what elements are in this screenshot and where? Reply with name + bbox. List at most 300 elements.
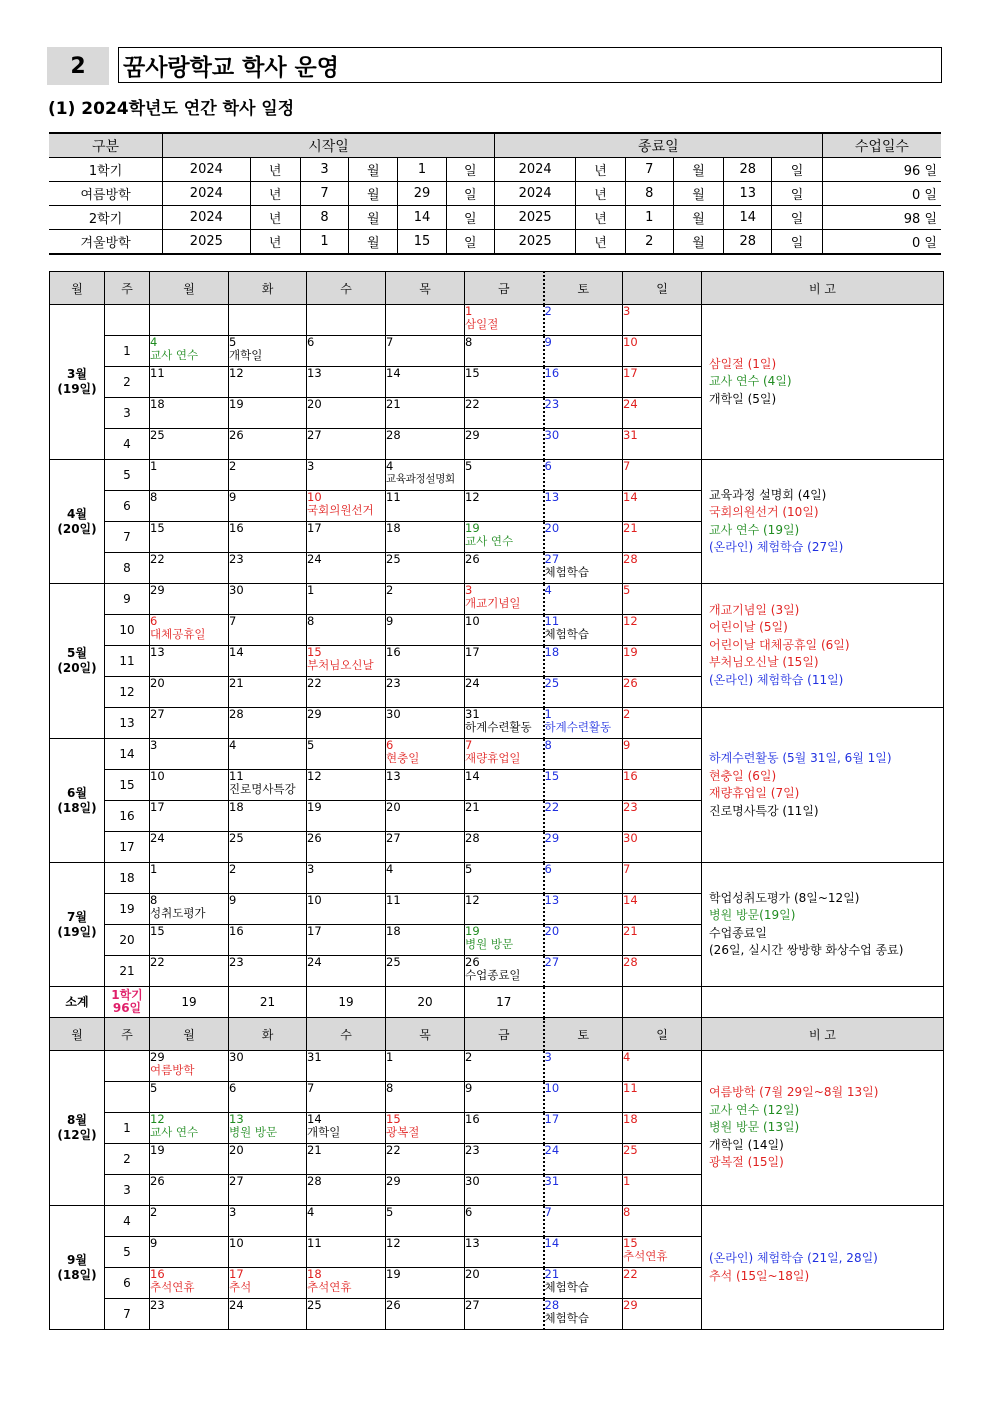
day-number: 11: [229, 769, 244, 783]
day-number: 10: [544, 1081, 560, 1095]
day-number: 24: [623, 397, 638, 411]
day-cell: [307, 336, 386, 367]
day-cell: [623, 398, 702, 429]
period-name: 2학기: [49, 206, 163, 230]
day-number: 4: [229, 738, 237, 752]
day-number: 22: [386, 1143, 401, 1157]
day-cell: [229, 708, 307, 739]
day-cell: [229, 677, 307, 708]
day-cell: [623, 925, 702, 956]
day-cell: [150, 770, 229, 801]
day-number: 5: [465, 862, 473, 876]
end-month: 7: [625, 158, 673, 182]
day-number: 1: [307, 583, 315, 597]
start-year: 2025: [163, 230, 250, 255]
day-cell: [229, 398, 307, 429]
week-number: 20: [105, 925, 150, 956]
day-cell: [229, 522, 307, 553]
day-cell: [544, 1268, 623, 1299]
day-number: 16: [544, 366, 560, 380]
day-number: 19: [465, 924, 480, 938]
day-cell: [544, 584, 623, 615]
day-cell: [386, 615, 465, 646]
class-days: 0 일: [822, 230, 941, 255]
day-cell: [544, 429, 623, 460]
day-number: 29: [623, 1298, 638, 1312]
day-number: 21: [386, 397, 401, 411]
day-cell: [150, 491, 229, 522]
event-label: 하계수련활동: [465, 720, 532, 734]
calendar-header-cell: 일: [623, 272, 702, 305]
week-number: 1: [105, 1113, 150, 1144]
day-number: 19: [386, 1267, 401, 1281]
day-cell: [229, 832, 307, 863]
day-number: 15: [150, 924, 165, 938]
day-number: 19: [150, 1143, 165, 1157]
day-cell: [307, 1206, 386, 1237]
day-number: 2: [229, 459, 237, 473]
day-cell: [307, 894, 386, 925]
day-number: 30: [386, 707, 401, 721]
note-line: 교사 연수 (12일): [709, 1102, 800, 1117]
event-label: 추석연휴: [307, 1280, 352, 1294]
note-line: 병원 방문(19일): [709, 908, 796, 922]
event-label: 체험학습: [544, 627, 589, 641]
day-cell: [623, 1299, 702, 1330]
day-cell: [465, 1175, 544, 1206]
day-number: 4: [386, 862, 394, 876]
day-number: 11: [150, 366, 165, 380]
week-number: 4: [105, 429, 150, 460]
note-line: 개학일 (5일): [709, 391, 777, 406]
day-cell: [229, 367, 307, 398]
day-cell: [386, 832, 465, 863]
day-number: 8: [307, 614, 315, 628]
day-number: 1: [150, 459, 158, 473]
end-day: 14: [724, 206, 772, 230]
day-cell: [465, 398, 544, 429]
subtotal-sat: [544, 987, 623, 1018]
month-label: 4월 (20일): [50, 460, 105, 584]
note-line: (온라인) 체험학습 (21일, 28일): [709, 1251, 878, 1265]
event-label: 교사 연수: [465, 534, 514, 548]
day-number: 24: [229, 1298, 244, 1312]
day-cell: [150, 739, 229, 770]
day-cell: [307, 367, 386, 398]
day-cell: [150, 1237, 229, 1268]
day-number: 27: [465, 1298, 480, 1312]
end-year: 2025: [494, 230, 575, 255]
note-line: 개학일 (14일): [709, 1137, 784, 1152]
day-number: 25: [307, 1298, 322, 1312]
day-cell: [150, 708, 229, 739]
calendar-row: [50, 863, 944, 894]
day-number: 24: [307, 955, 322, 969]
week-number: 2: [105, 1144, 150, 1175]
day-number: 18: [150, 397, 165, 411]
calendar-header-cell: 목: [386, 1018, 465, 1051]
day-number: 19: [307, 800, 322, 814]
calendar-row: [50, 1051, 944, 1082]
start-year: 2024: [163, 158, 250, 182]
day-number: 18: [623, 1112, 638, 1126]
day-number: 5: [150, 1081, 158, 1095]
day-number: 18: [229, 800, 244, 814]
week-number: 6: [105, 1268, 150, 1299]
calendar-header-cell: 수: [307, 272, 386, 305]
day-number: 12: [307, 769, 322, 783]
day-cell: [386, 1268, 465, 1299]
day-number: 15: [386, 1112, 401, 1126]
note-line: 하계수련활동 (5월 31일, 6월 1일): [709, 751, 892, 765]
day-number: 9: [623, 738, 631, 752]
day-cell: [544, 1175, 623, 1206]
event-label: 교육과정설명회: [386, 473, 455, 485]
summary-row: [49, 230, 941, 255]
start-day: 14: [398, 206, 446, 230]
day-number: 23: [150, 1298, 165, 1312]
day-cell: [307, 801, 386, 832]
day-cell: [544, 553, 623, 584]
calendar-header-cell: 일: [623, 1018, 702, 1051]
day-cell: [465, 1299, 544, 1330]
day-cell: [150, 832, 229, 863]
day-number: 9: [150, 1236, 158, 1250]
month-unit: 월: [673, 206, 723, 230]
week-number: 16: [105, 801, 150, 832]
day-number: 29: [150, 1050, 165, 1064]
day-number: 14: [229, 645, 244, 659]
day-cell: [386, 584, 465, 615]
day-number: 5: [229, 335, 237, 349]
day-cell: [229, 1268, 307, 1299]
day-cell: [623, 1051, 702, 1082]
day-cell: [544, 801, 623, 832]
day-cell: [307, 398, 386, 429]
day-cell: [150, 646, 229, 677]
day-unit: 일: [772, 158, 822, 182]
day-number: 15: [307, 645, 322, 659]
period-name: 겨울방학: [49, 230, 163, 255]
day-cell: [544, 305, 623, 336]
day-cell: [150, 1175, 229, 1206]
note-line: 개교기념일 (3일): [709, 602, 800, 617]
header-end-date: 종료일: [494, 133, 822, 158]
day-number: 3: [307, 459, 315, 473]
day-cell: [307, 429, 386, 460]
subtotal-mon: 19: [150, 987, 229, 1018]
calendar-header-cell: 비 고: [702, 272, 944, 305]
day-cell: [623, 522, 702, 553]
day-cell: [544, 956, 623, 987]
day-cell: [544, 336, 623, 367]
day-cell: [465, 894, 544, 925]
week-number: 13: [105, 708, 150, 739]
day-cell: [229, 584, 307, 615]
day-number: 11: [386, 893, 401, 907]
week-number: [105, 1051, 150, 1082]
subtotal-wed: 19: [307, 987, 386, 1018]
notes-cell: [702, 305, 944, 460]
end-day: 13: [724, 182, 772, 206]
day-number: 29: [465, 428, 480, 442]
day-number: 2: [150, 1205, 158, 1219]
day-cell: [465, 677, 544, 708]
calendar-header-cell: 토: [544, 272, 623, 305]
day-number: 20: [544, 521, 560, 535]
day-unit: 일: [446, 230, 494, 255]
day-cell: [307, 832, 386, 863]
day-number: 11: [623, 1081, 638, 1095]
day-number: 1: [544, 707, 552, 721]
subtotal-thu: 20: [386, 987, 465, 1018]
day-cell: [544, 739, 623, 770]
week-number: 9: [105, 584, 150, 615]
day-number: 23: [544, 397, 560, 411]
day-number: 24: [150, 831, 165, 845]
day-number: 2: [623, 707, 631, 721]
note-line: 수업종료일: [709, 925, 767, 940]
day-cell: [229, 646, 307, 677]
day-cell: [386, 398, 465, 429]
day-cell: [229, 1082, 307, 1113]
day-cell: [544, 1082, 623, 1113]
month-label: 8월 (12일): [50, 1051, 105, 1206]
day-cell: [386, 677, 465, 708]
event-label: 추석연휴: [623, 1249, 668, 1263]
week-number: 18: [105, 863, 150, 894]
event-label: 성취도평가: [150, 906, 206, 920]
day-number: 21: [544, 1267, 560, 1281]
note-line: 교사 연수 (19일): [709, 522, 800, 537]
day-number: 15: [150, 521, 165, 535]
day-cell: [465, 925, 544, 956]
day-cell: [150, 863, 229, 894]
day-number: 13: [465, 1236, 480, 1250]
day-cell: [307, 553, 386, 584]
day-number: 19: [623, 645, 638, 659]
day-cell: [150, 1268, 229, 1299]
year-unit: 년: [576, 182, 625, 206]
note-line: 어린이날 (5일): [709, 620, 788, 635]
day-cell: [544, 460, 623, 491]
start-month: 3: [300, 158, 348, 182]
day-number: 12: [229, 366, 244, 380]
day-cell: [229, 1051, 307, 1082]
day-cell: [623, 956, 702, 987]
day-number: 4: [623, 1050, 631, 1064]
day-cell: [465, 646, 544, 677]
day-cell: [465, 584, 544, 615]
day-cell: [465, 429, 544, 460]
day-cell: [307, 305, 386, 336]
day-number: 13: [229, 1112, 244, 1126]
day-number: 3: [465, 583, 473, 597]
week-number: 7: [105, 1299, 150, 1330]
day-cell: [544, 1051, 623, 1082]
day-number: 23: [229, 955, 244, 969]
day-number: 16: [386, 645, 401, 659]
event-label: 개학일: [229, 348, 263, 362]
week-number: 11: [105, 646, 150, 677]
summary-header-row: [49, 133, 941, 158]
month-label: 5월 (20일): [50, 584, 105, 739]
event-label: 교사 연수: [150, 1125, 199, 1139]
day-number: 16: [465, 1112, 480, 1126]
day-cell: [307, 491, 386, 522]
note-line: 어린이날 대체공휴일 (6일): [709, 637, 850, 652]
day-number: 14: [623, 893, 638, 907]
day-number: 10: [307, 490, 322, 504]
day-number: 27: [386, 831, 401, 845]
day-number: 21: [623, 521, 638, 535]
day-number: 17: [307, 924, 322, 938]
day-number: 22: [150, 955, 165, 969]
day-number: 13: [544, 490, 560, 504]
calendar-header-row: [50, 272, 944, 305]
academic-calendar-table: [49, 271, 944, 1330]
summary-row: [49, 206, 941, 230]
day-number: 19: [465, 521, 480, 535]
day-unit: 일: [446, 206, 494, 230]
day-number: 28: [307, 1174, 322, 1188]
note-line: (26일, 실시간 쌍방향 화상수업 종료): [709, 943, 904, 957]
day-number: 18: [544, 645, 560, 659]
day-number: 20: [544, 924, 560, 938]
day-cell: [386, 1051, 465, 1082]
day-number: 7: [229, 614, 237, 628]
day-cell: [307, 770, 386, 801]
day-number: 6: [465, 1205, 473, 1219]
week-number: 21: [105, 956, 150, 987]
start-day: 1: [398, 158, 446, 182]
day-number: 31: [544, 1174, 560, 1188]
day-number: 9: [229, 893, 237, 907]
week-number: 19: [105, 894, 150, 925]
day-cell: [386, 336, 465, 367]
day-cell: [307, 708, 386, 739]
week-number: 6: [105, 491, 150, 522]
calendar-header-cell: 월: [150, 1018, 229, 1051]
day-cell: [307, 1113, 386, 1144]
day-number: 17: [307, 521, 322, 535]
day-cell: [229, 925, 307, 956]
year-unit: 년: [250, 230, 300, 255]
event-label: 병원 방문: [229, 1125, 278, 1139]
day-number: 12: [623, 614, 638, 628]
year-unit: 년: [250, 182, 300, 206]
day-cell: [544, 1113, 623, 1144]
day-cell: [229, 956, 307, 987]
day-cell: [229, 615, 307, 646]
day-cell: [465, 1051, 544, 1082]
day-number: 20: [386, 800, 401, 814]
day-unit: 일: [772, 182, 822, 206]
day-cell: [465, 1237, 544, 1268]
day-cell: [307, 1268, 386, 1299]
calendar-header-cell: 화: [229, 272, 307, 305]
day-number: 1: [386, 1050, 394, 1064]
day-cell: [544, 1206, 623, 1237]
day-cell: [229, 863, 307, 894]
day-cell: [623, 491, 702, 522]
day-number: 17: [150, 800, 165, 814]
day-cell: [150, 305, 229, 336]
day-number: 18: [307, 1267, 322, 1281]
day-cell: [623, 1268, 702, 1299]
day-number: 10: [465, 614, 480, 628]
day-cell: [229, 553, 307, 584]
day-cell: [544, 522, 623, 553]
day-number: 29: [150, 583, 165, 597]
calendar-row: [50, 584, 944, 615]
day-cell: [465, 708, 544, 739]
note-line: 교육과정 설명회 (4일): [709, 487, 827, 502]
subtotal-row: [50, 987, 944, 1018]
day-number: 12: [465, 893, 480, 907]
day-number: 8: [150, 490, 158, 504]
day-cell: [229, 429, 307, 460]
semester-summary-table: [49, 132, 941, 255]
day-cell: [465, 1206, 544, 1237]
subtotal-sun: [623, 987, 702, 1018]
month-unit: 월: [673, 158, 723, 182]
day-number: 25: [229, 831, 244, 845]
day-number: 30: [544, 428, 560, 442]
start-day: 15: [398, 230, 446, 255]
end-day: 28: [724, 230, 772, 255]
week-number: 15: [105, 770, 150, 801]
note-line: 추석 (15일~18일): [709, 1268, 810, 1283]
day-cell: [307, 863, 386, 894]
day-number: 24: [544, 1143, 560, 1157]
day-number: 16: [229, 521, 244, 535]
day-number: 13: [307, 366, 322, 380]
day-number: 26: [465, 552, 480, 566]
event-label: 삼일절: [465, 317, 499, 331]
note-line: 국회의원선거 (10일): [709, 505, 819, 519]
day-number: 15: [544, 769, 560, 783]
day-cell: [623, 1113, 702, 1144]
day-cell: [623, 708, 702, 739]
day-number: 25: [150, 428, 165, 442]
day-number: 31: [465, 707, 480, 721]
day-number: 31: [307, 1050, 322, 1064]
subtotal-label: 소계: [50, 987, 105, 1018]
day-number: 22: [465, 397, 480, 411]
day-number: 28: [623, 955, 638, 969]
day-number: 12: [386, 1236, 401, 1250]
day-cell: [229, 739, 307, 770]
start-month: 7: [300, 182, 348, 206]
day-number: 6: [229, 1081, 237, 1095]
day-number: 12: [150, 1112, 165, 1126]
day-number: 21: [623, 924, 638, 938]
calendar-header-cell: 월: [150, 272, 229, 305]
day-cell: [150, 1113, 229, 1144]
class-days: 98 일: [822, 206, 941, 230]
day-cell: [229, 1113, 307, 1144]
day-number: 30: [229, 1050, 244, 1064]
day-number: 21: [229, 676, 244, 690]
event-label: 재량휴업일: [465, 751, 521, 765]
month-unit: 월: [349, 158, 398, 182]
day-cell: [465, 1113, 544, 1144]
day-number: 23: [229, 552, 244, 566]
calendar-header-cell: 월: [50, 272, 105, 305]
event-label: 병원 방문: [465, 937, 514, 951]
day-number: 6: [150, 614, 158, 628]
